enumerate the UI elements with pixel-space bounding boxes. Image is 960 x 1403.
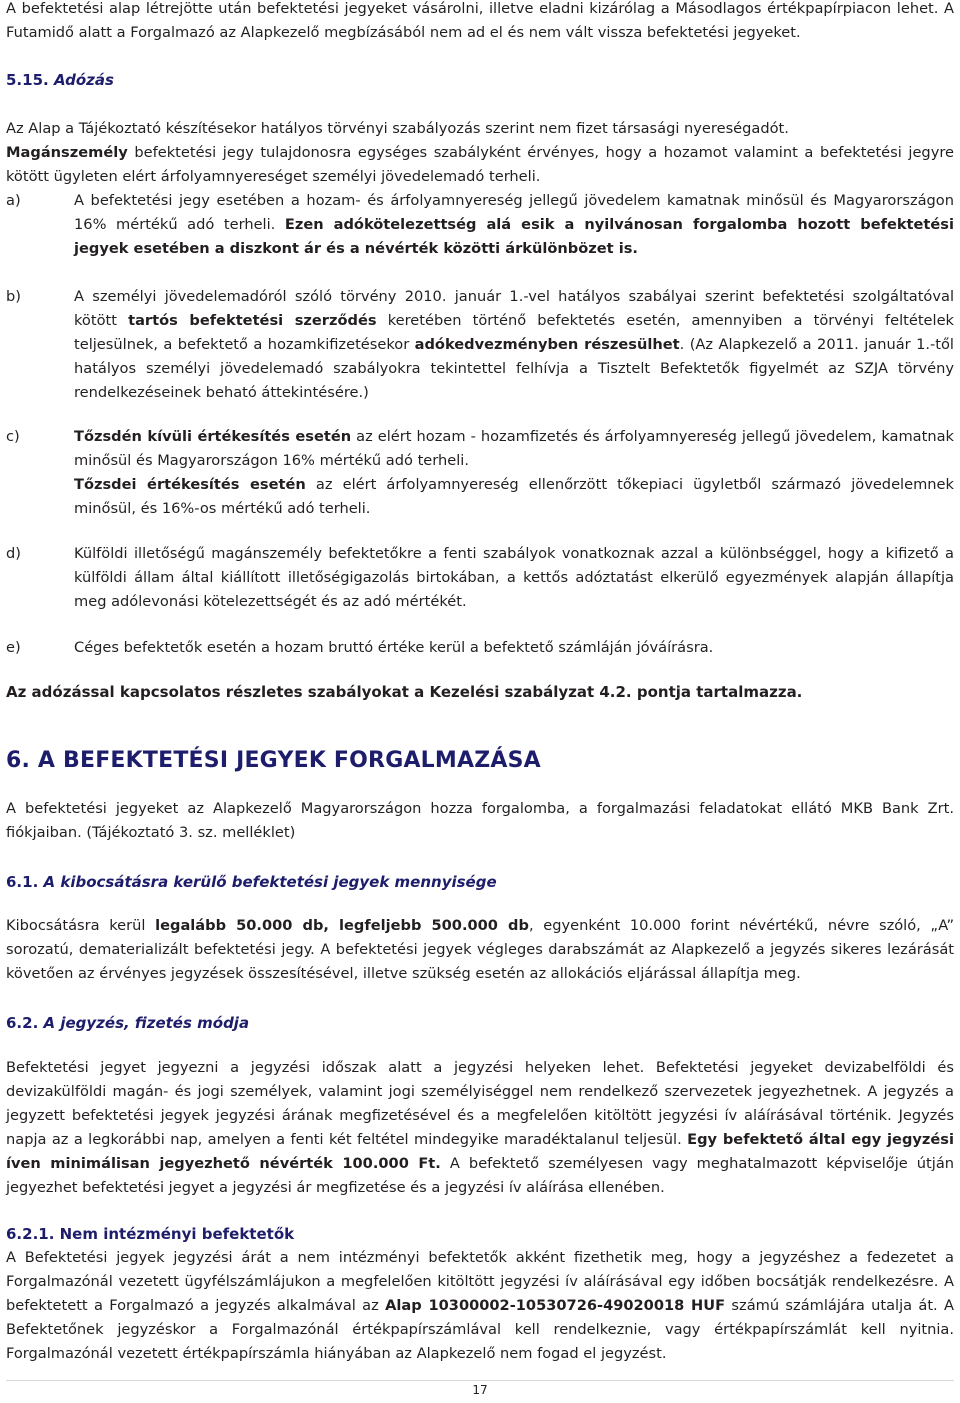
- text: A befektetési jegy esetében a hozam- és árfolyamnyereség jellegű jövedelem kamatnak minősül és Magyarországon 16% mértékű adó terheli.: [74, 192, 954, 233]
- text: számú számlájára utalja át. A Befektetőnek jegyzéskor a Forgalmazónál értékpapírszámlával kell rendelkeznie, vagy értékpapírszámlát kell nyitnia. Forgalmazónál vezetett értékpapírszámla hiányában az Alapkezelő nem fogad el jegyzést.: [6, 1297, 955, 1362]
- text: . (Az Alapkezelő a 2011. január 1.-től hatályos személyi jövedelemadó szabályokra tekintettel felhívja a Tisztelt Befektetők figyelmét az SZJA törvény rendelkezéseinek beható áttekintésére.): [74, 336, 954, 401]
- section-6-2-paragraph: [6, 1056, 954, 1200]
- list-label: c): [6, 428, 20, 445]
- text: A befektető személyesen vagy meghatalmazott képviselője útján jegyezhet befektetési jegyet a jegyzési ár megfizetése és a jegyzési ív aláírása ellenében.: [6, 1155, 955, 1196]
- list-text: [74, 285, 954, 405]
- text: , egyenként 10.000 forint névértékű, névre szóló, „A” sorozatú, dematerializált befektetési jegy. A befektetési jegyek végleges darabszámát az Alapkezelő a jegyzés sikeres lezárását követően az érvényes jegyzések összesítésével, illetve szükség esetén az allokációs eljárással állapítja meg.: [6, 917, 954, 982]
- tax-summary: Az adózással kapcsolatos részletes szabályokat a Kezelési szabályzat 4.2. pontja tartalmazza.: [6, 683, 803, 701]
- section-number: 5.15.: [6, 71, 49, 89]
- section-6-heading: 6. A BEFEKTETÉSI JEGYEK FORGALMAZÁSA: [6, 748, 541, 773]
- section-6-2-1-paragraph: [6, 1246, 954, 1366]
- list-item-d: [6, 542, 954, 614]
- list-item-e: [6, 636, 954, 660]
- section-6-paragraph: A befektetési jegyeket az Alapkezelő Magyarországon hozza forgalomba, a forgalmazási feladatokat ellátó MKB Bank Zrt. fiókjaiban. (Tájékoztató 3. sz. melléklet): [6, 800, 954, 841]
- page-number: 17: [472, 1383, 488, 1397]
- list-label: b): [6, 288, 21, 305]
- section-5-15-heading: [6, 68, 114, 92]
- list-label: e): [6, 639, 21, 656]
- tax-paragraph-2: [6, 141, 954, 189]
- list-text: [74, 189, 954, 261]
- bold-text: Ezen adókötelezettség alá esik a nyilvánosan forgalomba hozott befektetési jegyek esetében a diszkont ár és a névérték közötti árkülönbözet is.: [74, 216, 954, 257]
- list-label: a): [6, 192, 21, 209]
- bold-text: Tőzsdén kívüli értékesítés esetén: [74, 428, 352, 445]
- tax-paragraph-1: Az Alap a Tájékoztató készítésekor hatályos törvényi szabályozás szerint nem fizet társasági nyereségadót.: [6, 120, 789, 137]
- list-item-b: [6, 285, 954, 405]
- bold-text: tartós befektetési szerződés: [128, 312, 377, 329]
- text: keretében történő befektetés esetén, amennyiben a törvényi feltételek teljesülnek, a befektető a hozamkifizetésekor: [74, 312, 955, 353]
- section-6-2-1-heading: 6.2.1. Nem intézményi befektetők: [6, 1225, 295, 1243]
- list-text: [74, 425, 954, 521]
- section-title: Adózás: [53, 71, 114, 89]
- section-number: 6.1.: [6, 873, 39, 891]
- text: az elért hozam - hozamfizetés és árfolyamnyereség jellegű jövedelem, kamatnak minősül és Magyarországon 16% mértékű adó terheli.: [74, 428, 954, 469]
- bold-text: Magánszemély: [6, 144, 128, 161]
- list-text: Külföldi illetőségű magánszemély befektetőkre a fenti szabályok vonatkoznak azzal a különbséggel, hogy a kifizető a külföldi állam által kiállított illetőségigazolás birtokában, a kettős adóztatást elkerülő egyezmények alapján állapítja meg adólevonási kötelezettségét és az adó mértékét.: [74, 545, 954, 610]
- text: Kibocsátásra kerül: [6, 917, 156, 934]
- list-item-c: [6, 425, 954, 521]
- list-text: Céges befektetők esetén a hozam bruttó értéke kerül a befektető számláján jóváírásra.: [74, 639, 714, 656]
- section-title: A jegyzés, fizetés módja: [43, 1014, 250, 1032]
- bold-text: legalább 50.000 db, legfeljebb 500.000 db: [155, 917, 529, 934]
- text: Befektetési jegyet jegyezni a jegyzési időszak alatt a jegyzési helyeken lehet. Befektetési jegyeket devizabelföldi és devizakülföldi magán- és jogi személyek, valamint jogi személyiséggel nem rendelkező szervezetek jegyezhetnek. A jegyzés a jegyzett befektetési jegyek jegyzési árának megfizetésével és a megfelelően kitöltött jegyzési ív aláírásával történik. Jegyzés napja az a legkorábbi nap, amelyen a fenti két feltétel mindegyike maradéktalanul teljesül.: [6, 1059, 954, 1148]
- section-6-1-paragraph: [6, 914, 954, 986]
- section-6-2-heading: [6, 1011, 249, 1035]
- bold-text: Alap 10300002-10530726-49020018 HUF: [385, 1297, 726, 1314]
- section-6-1-heading: [6, 870, 497, 894]
- bold-text: adókedvezményben részesülhet: [414, 336, 680, 353]
- list-item-a: [6, 189, 954, 261]
- list-label: d): [6, 545, 21, 562]
- text: A Befektetési jegyek jegyzési árát a nem intézményi befektetők akként fizethetik meg, hogy a jegyzéshez a fedezetet a Forgalmazónál vezetett ügyfélszámlájukon a megfelelően kitöltött jegyzési ív aláírásával egy időben bocsátják rendelkezésre. A befektetett a Forgalmazó a jegyzés alkalmával az: [6, 1249, 954, 1314]
- text: az elért árfolyamnyereség ellenőrzött tőkepiaci ügyletből származó jövedelemnek minősül, és 16%-os mértékű adó terheli.: [74, 476, 954, 517]
- bold-text: Egy befektető által egy jegyzési íven minimálisan jegyezhető névérték 100.000 Ft.: [6, 1131, 954, 1172]
- text: befektetési jegy tulajdonosra egységes szabályként érvényes, hogy a hozamot valamint a befektetési jegyre kötött ügyleten elért árfolyamnyereséget személyi jövedelemadó terheli.: [6, 144, 954, 185]
- intro-paragraph: A befektetési alap létrejötte után befektetési jegyeket vásárolni, illetve eladni kizárólag a Másodlagos értékpapírpiacon lehet. A Futamidő alatt a Forgalmazó az Alapkezelő megbízásából nem ad el és nem vált vissza befektetési jegyeket.: [6, 0, 954, 41]
- section-title: A kibocsátásra kerülő befektetési jegyek mennyisége: [43, 873, 497, 891]
- section-number: 6.2.: [6, 1014, 39, 1032]
- text: A személyi jövedelemadóról szóló törvény 2010. január 1.-vel hatályos szabályai szerint befektetési szolgáltatóval kötött: [74, 288, 954, 329]
- footer-divider: [6, 1380, 954, 1381]
- bold-text: Tőzsdei értékesítés esetén: [74, 476, 306, 493]
